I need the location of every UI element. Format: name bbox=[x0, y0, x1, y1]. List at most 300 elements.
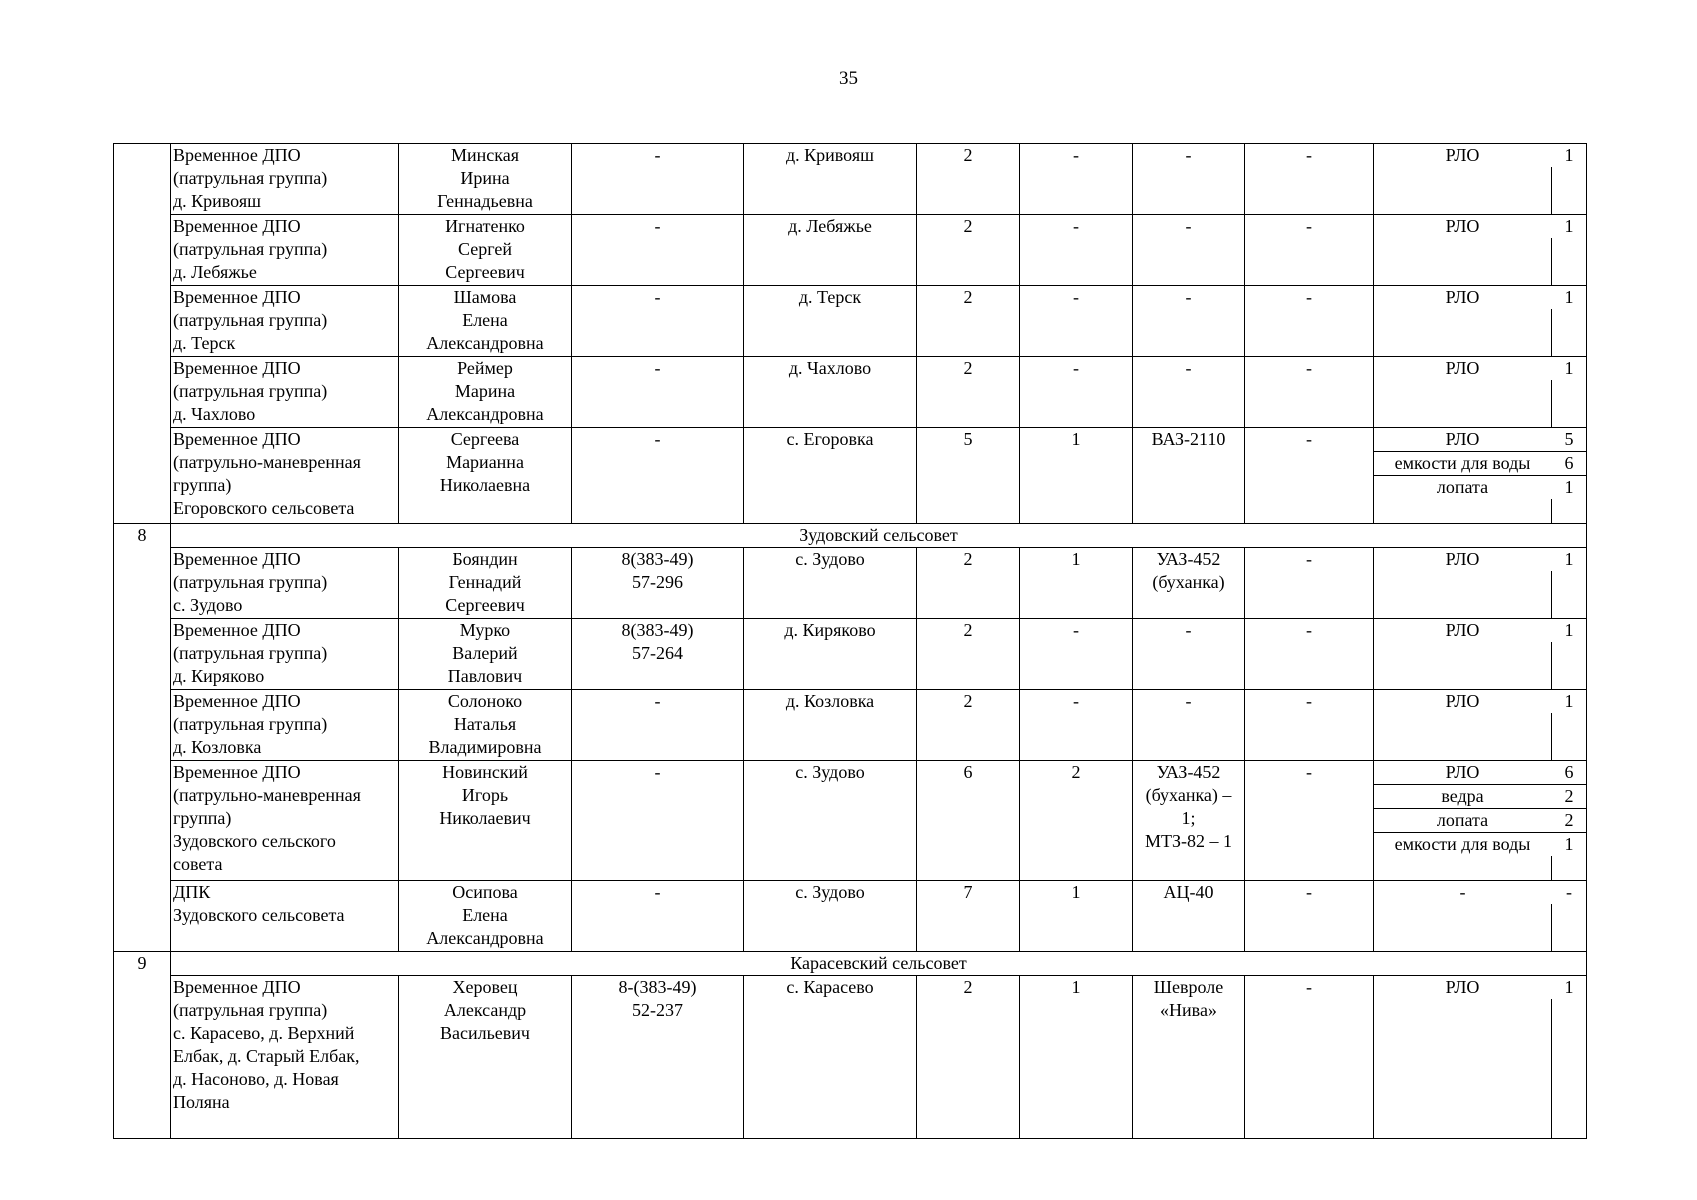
equipment-filler-cell bbox=[1551, 999, 1587, 1138]
equipment-item: РЛО bbox=[1445, 145, 1480, 165]
unit-name bbox=[171, 548, 399, 619]
equipment-item: емкости для воды bbox=[1394, 834, 1531, 854]
phone-line: - bbox=[654, 216, 661, 236]
equipment-filler bbox=[1374, 167, 1587, 214]
vehicle-count bbox=[1020, 215, 1133, 286]
column-8-text: - bbox=[1306, 358, 1312, 378]
equipment-items bbox=[1374, 215, 1587, 286]
vehicle-count-text: 1 bbox=[1071, 549, 1081, 569]
equipment-filler-cell bbox=[1551, 309, 1587, 356]
phone-line: 52-237 bbox=[632, 1000, 683, 1020]
equipment-item: РЛО bbox=[1445, 358, 1480, 378]
vehicle-model bbox=[1133, 976, 1245, 1139]
equipment-item: РЛО bbox=[1445, 287, 1480, 307]
equipment-row bbox=[1374, 144, 1587, 167]
person-name-line: Реймер bbox=[457, 358, 513, 378]
location bbox=[744, 357, 917, 428]
person-name-line: Геннадий bbox=[448, 572, 522, 592]
unit-name-line: Егоровского сельсовета bbox=[173, 498, 355, 518]
equipment-table bbox=[1374, 428, 1587, 523]
person-name-line: Александровна bbox=[426, 404, 544, 424]
equipment-qty: 1 bbox=[1564, 620, 1574, 640]
page-number: 35 bbox=[839, 68, 858, 89]
phone-line: 57-264 bbox=[632, 643, 683, 663]
location bbox=[744, 428, 917, 524]
person-name bbox=[399, 881, 572, 952]
table-row bbox=[114, 761, 1587, 881]
equipment-qty: 2 bbox=[1551, 785, 1587, 809]
equipment-filler-cell bbox=[1374, 713, 1551, 760]
equipment-items bbox=[1374, 761, 1587, 881]
phone bbox=[572, 761, 744, 881]
person-name bbox=[399, 976, 572, 1139]
unit-name bbox=[171, 286, 399, 357]
phone bbox=[572, 976, 744, 1139]
people-count-text: 2 bbox=[963, 145, 973, 165]
registry-table bbox=[113, 143, 1587, 1139]
unit-name bbox=[171, 144, 399, 215]
person-name-line: Марина bbox=[454, 381, 516, 401]
vehicle-model-line: - bbox=[1185, 216, 1192, 236]
person-name bbox=[399, 428, 572, 524]
column-8-text: - bbox=[1306, 145, 1312, 165]
equipment-filler-cell bbox=[1374, 999, 1551, 1138]
equipment-qty: 1 bbox=[1564, 549, 1574, 569]
table-row bbox=[114, 215, 1587, 286]
equipment-filler-cell bbox=[1551, 713, 1587, 760]
table-row bbox=[114, 976, 1587, 1139]
unit-name bbox=[171, 215, 399, 286]
section-title-text: Зудовский сельсовет bbox=[799, 525, 958, 545]
equipment-filler-cell bbox=[1374, 238, 1551, 285]
vehicle-model-line: 1; bbox=[1181, 808, 1196, 828]
unit-name-line: (патрульно-маневренная bbox=[173, 452, 361, 472]
equipment-row bbox=[1374, 833, 1587, 857]
location-text: д. Терск bbox=[798, 287, 862, 307]
person-name-line: Валерий bbox=[452, 643, 518, 663]
equipment-item: РЛО bbox=[1445, 691, 1480, 711]
people-count-text: 2 bbox=[963, 287, 973, 307]
person-name-line: Ирина bbox=[460, 168, 510, 188]
section-title-text: Карасевский сельсовет bbox=[790, 953, 967, 973]
person-name-line: Елена bbox=[462, 310, 508, 330]
person-name-line: Николаевна bbox=[439, 475, 531, 495]
unit-name-line: Временное ДПО bbox=[173, 762, 301, 782]
unit-name-line: (патрульная группа) bbox=[173, 714, 328, 734]
person-name-line: Елена bbox=[462, 905, 508, 925]
column-8-text: - bbox=[1306, 549, 1312, 569]
equipment-item: - bbox=[1459, 882, 1466, 902]
equipment-row bbox=[1374, 881, 1587, 904]
unit-name-line: д. Чахлово bbox=[173, 404, 256, 424]
vehicle-count bbox=[1020, 428, 1133, 524]
phone bbox=[572, 286, 744, 357]
person-name-line: Павлович bbox=[447, 666, 523, 686]
location-text: с. Зудово bbox=[795, 882, 865, 902]
unit-name-line: с. Зудово bbox=[173, 595, 243, 615]
unit-name-line: д. Лебяжье bbox=[173, 262, 257, 282]
equipment-item: РЛО bbox=[1445, 549, 1480, 569]
person-name-line: Бояндин bbox=[452, 549, 518, 569]
equipment-items bbox=[1374, 619, 1587, 690]
equipment-table bbox=[1374, 619, 1587, 689]
vehicle-model bbox=[1133, 144, 1245, 215]
section-number bbox=[114, 952, 171, 1139]
person-name bbox=[399, 357, 572, 428]
unit-name-line: Временное ДПО bbox=[173, 287, 301, 307]
person-name-line: Минская bbox=[450, 145, 519, 165]
unit-name bbox=[171, 428, 399, 524]
person-name-line: Николаевич bbox=[439, 808, 531, 828]
equipment-item: лопата bbox=[1436, 477, 1489, 497]
section-number-text: 9 bbox=[137, 953, 147, 973]
equipment-filler bbox=[1374, 380, 1587, 427]
location-text: д. Кривояш bbox=[786, 145, 874, 165]
person-name-line: Игорь bbox=[461, 785, 509, 805]
table-row bbox=[114, 548, 1587, 619]
equipment-filler-cell bbox=[1551, 380, 1587, 427]
unit-name-line: Поляна bbox=[173, 1092, 230, 1112]
people-count-text: 2 bbox=[963, 977, 973, 997]
vehicle-count bbox=[1020, 881, 1133, 952]
vehicle-count bbox=[1020, 619, 1133, 690]
equipment-table bbox=[1374, 690, 1587, 760]
vehicle-model-line: Шевроле bbox=[1153, 977, 1224, 997]
equipment-filler-cell bbox=[1374, 571, 1551, 618]
vehicle-model bbox=[1133, 548, 1245, 619]
vehicle-model bbox=[1133, 215, 1245, 286]
person-name bbox=[399, 215, 572, 286]
unit-name-line: совета bbox=[173, 854, 223, 874]
equipment-filler bbox=[1374, 856, 1587, 880]
location-text: с. Карасево bbox=[786, 977, 874, 997]
vehicle-count bbox=[1020, 144, 1133, 215]
column-8 bbox=[1245, 428, 1374, 524]
equipment-item: лопата bbox=[1374, 809, 1551, 833]
unit-name-line: Зудовского сельсовета bbox=[173, 905, 345, 925]
person-name-line: Наталья bbox=[453, 714, 517, 734]
equipment-table bbox=[1374, 215, 1587, 285]
unit-name bbox=[171, 619, 399, 690]
vehicle-model-line: ВАЗ-2110 bbox=[1151, 429, 1226, 449]
unit-name bbox=[171, 357, 399, 428]
equipment-item: РЛО bbox=[1445, 620, 1480, 640]
equipment-row bbox=[1374, 809, 1587, 833]
location bbox=[744, 215, 917, 286]
vehicle-model bbox=[1133, 690, 1245, 761]
unit-name-line: Временное ДПО bbox=[173, 977, 301, 997]
equipment-qty: 1 bbox=[1564, 691, 1574, 711]
person-name bbox=[399, 690, 572, 761]
equipment-row bbox=[1374, 286, 1587, 309]
person-name-line: Владимировна bbox=[428, 737, 542, 757]
equipment-filler-cell bbox=[1374, 309, 1551, 356]
equipment-filler bbox=[1374, 309, 1587, 356]
equipment-qty: - bbox=[1566, 882, 1572, 902]
person-name-line: Сергеевич bbox=[445, 262, 525, 282]
person-name-line: Васильевич bbox=[440, 1023, 530, 1043]
unit-name-line: Зудовского сельского bbox=[173, 831, 336, 851]
equipment-filler bbox=[1374, 499, 1587, 523]
person-name-line: Сергеева bbox=[450, 429, 520, 449]
unit-name-line: ДПК bbox=[173, 882, 211, 902]
equipment-row bbox=[1374, 548, 1587, 571]
phone-line: 8(383-49) bbox=[621, 549, 694, 569]
people-count-text: 2 bbox=[963, 691, 973, 711]
location-text: с. Зудово bbox=[795, 762, 865, 782]
vehicle-model-line: - bbox=[1185, 358, 1192, 378]
equipment-row bbox=[1374, 785, 1587, 809]
column-8-text: - bbox=[1306, 620, 1312, 640]
equipment-item: емкости для воды bbox=[1374, 452, 1551, 476]
equipment-filler-cell bbox=[1551, 856, 1587, 880]
equipment-items bbox=[1374, 976, 1587, 1139]
person-name-line: Мурко bbox=[459, 620, 511, 640]
equipment-row bbox=[1374, 976, 1587, 999]
unit-name-line: (патрульная группа) bbox=[173, 572, 328, 592]
vehicle-model-line: - bbox=[1185, 145, 1192, 165]
equipment-item: РЛО bbox=[1445, 977, 1480, 997]
unit-name-line: (патрульная группа) bbox=[173, 239, 328, 259]
equipment-items bbox=[1374, 144, 1587, 215]
unit-name-line: Временное ДПО bbox=[173, 216, 301, 236]
person-name bbox=[399, 286, 572, 357]
equipment-item: РЛО bbox=[1445, 216, 1480, 236]
vehicle-count-text: - bbox=[1073, 145, 1079, 165]
vehicle-count-text: - bbox=[1073, 287, 1079, 307]
vehicle-model bbox=[1133, 357, 1245, 428]
vehicle-count bbox=[1020, 548, 1133, 619]
table-row bbox=[114, 357, 1587, 428]
unit-name-line: Временное ДПО bbox=[173, 429, 301, 449]
unit-name bbox=[171, 761, 399, 881]
group-number-cell bbox=[114, 144, 171, 524]
equipment-row bbox=[1374, 215, 1587, 238]
vehicle-count-text: - bbox=[1073, 620, 1079, 640]
person-name-line: Шамова bbox=[453, 287, 517, 307]
unit-name-line: Временное ДПО bbox=[173, 145, 301, 165]
person-name bbox=[399, 619, 572, 690]
equipment-filler-cell bbox=[1551, 499, 1587, 523]
person-name-line: Сергеевич bbox=[445, 595, 525, 615]
equipment-item: РЛО bbox=[1374, 428, 1551, 452]
equipment-qty: 1 bbox=[1564, 977, 1574, 997]
unit-name-line: (патрульно-маневренная bbox=[173, 785, 361, 805]
phone-line: - bbox=[654, 762, 661, 782]
equipment-filler-cell bbox=[1374, 499, 1551, 523]
location-text: д. Чахлово bbox=[788, 358, 872, 378]
equipment-filler-cell bbox=[1374, 904, 1551, 951]
phone-line: - bbox=[654, 429, 661, 449]
person-name-line: Марианна bbox=[446, 452, 524, 472]
equipment-row bbox=[1374, 761, 1587, 785]
person-name bbox=[399, 144, 572, 215]
vehicle-model bbox=[1133, 619, 1245, 690]
equipment-qty: 1 bbox=[1564, 834, 1574, 854]
vehicle-model-line: - bbox=[1185, 620, 1192, 640]
unit-name-line: Временное ДПО bbox=[173, 549, 301, 569]
equipment-qty: 1 bbox=[1564, 216, 1574, 236]
vehicle-model-line: - bbox=[1185, 287, 1192, 307]
column-8-text: - bbox=[1306, 216, 1312, 236]
equipment-table bbox=[1374, 976, 1587, 1138]
equipment-qty: 1 bbox=[1564, 287, 1574, 307]
equipment-qty: 5 bbox=[1551, 428, 1587, 452]
location bbox=[744, 619, 917, 690]
vehicle-model bbox=[1133, 881, 1245, 952]
person-name-line: Солоноко bbox=[447, 691, 523, 711]
section-number-text: 8 bbox=[137, 525, 147, 545]
table-row bbox=[114, 881, 1587, 952]
equipment-items bbox=[1374, 881, 1587, 952]
vehicle-model-line: УАЗ-452 bbox=[1156, 549, 1221, 569]
person-name-line: Херовец bbox=[452, 977, 518, 997]
unit-name-line: (патрульная группа) bbox=[173, 381, 328, 401]
phone-line: - bbox=[654, 145, 661, 165]
phone bbox=[572, 428, 744, 524]
column-8 bbox=[1245, 286, 1374, 357]
equipment-qty: 1 bbox=[1564, 358, 1574, 378]
equipment-filler-cell bbox=[1551, 571, 1587, 618]
people-count-text: 6 bbox=[963, 762, 973, 782]
person-name-line: Сергей bbox=[458, 239, 512, 259]
unit-name bbox=[171, 976, 399, 1139]
unit-name-line: Временное ДПО bbox=[173, 358, 301, 378]
equipment-filler-cell bbox=[1374, 856, 1551, 880]
people-count-text: 2 bbox=[963, 216, 973, 236]
person-name-line: Геннадьевна bbox=[437, 191, 533, 211]
equipment-filler-cell bbox=[1374, 380, 1551, 427]
equipment-table bbox=[1374, 286, 1587, 356]
unit-name-line: группа) bbox=[173, 808, 232, 828]
table-row bbox=[114, 690, 1587, 761]
column-8 bbox=[1245, 881, 1374, 952]
unit-name-line: Временное ДПО bbox=[173, 691, 301, 711]
unit-name-line: д. Кривояш bbox=[173, 191, 261, 211]
column-8 bbox=[1245, 357, 1374, 428]
phone bbox=[572, 144, 744, 215]
column-8 bbox=[1245, 976, 1374, 1139]
unit-name-line: (патрульная группа) bbox=[173, 310, 328, 330]
column-8 bbox=[1245, 144, 1374, 215]
equipment-item: ведра bbox=[1374, 785, 1551, 809]
people-count bbox=[917, 976, 1020, 1139]
column-8 bbox=[1245, 215, 1374, 286]
phone-line: - bbox=[654, 882, 661, 902]
table-row bbox=[114, 619, 1587, 690]
section-row bbox=[114, 952, 1587, 976]
unit-name-line: группа) bbox=[173, 475, 232, 495]
location-text: д. Киряково bbox=[784, 620, 876, 640]
vehicle-model-line: УАЗ-452 bbox=[1156, 762, 1221, 782]
vehicle-model bbox=[1133, 428, 1245, 524]
equipment-table bbox=[1374, 548, 1587, 618]
equipment-qty: 1 bbox=[1564, 145, 1574, 165]
people-count-text: 5 bbox=[963, 429, 973, 449]
vehicle-count-text: - bbox=[1073, 691, 1079, 711]
phone-line: 8(383-49) bbox=[621, 620, 694, 640]
people-count bbox=[917, 761, 1020, 881]
people-count-text: 2 bbox=[963, 620, 973, 640]
equipment-row bbox=[1374, 619, 1587, 642]
phone bbox=[572, 619, 744, 690]
phone bbox=[572, 881, 744, 952]
person-name-line: Новинский bbox=[442, 762, 528, 782]
unit-name-line: Елбак, д. Старый Елбак, bbox=[173, 1046, 360, 1066]
equipment-filler bbox=[1374, 999, 1587, 1138]
person-name-line: Александровна bbox=[426, 928, 544, 948]
phone-line: - bbox=[654, 358, 661, 378]
person-name bbox=[399, 761, 572, 881]
location-text: с. Зудово bbox=[795, 549, 865, 569]
equipment-filler-cell bbox=[1551, 904, 1587, 951]
equipment-filler-cell bbox=[1551, 167, 1587, 214]
equipment-qty: 6 bbox=[1551, 452, 1587, 476]
people-count bbox=[917, 619, 1020, 690]
people-count bbox=[917, 286, 1020, 357]
vehicle-count bbox=[1020, 976, 1133, 1139]
equipment-item: РЛО bbox=[1374, 761, 1551, 785]
people-count bbox=[917, 548, 1020, 619]
location-text: с. Егоровка bbox=[786, 429, 874, 449]
equipment-qty: 1 bbox=[1564, 477, 1574, 497]
vehicle-count-text: 2 bbox=[1071, 762, 1081, 782]
location bbox=[744, 144, 917, 215]
column-8-text: - bbox=[1306, 882, 1312, 902]
column-8 bbox=[1245, 619, 1374, 690]
location bbox=[744, 286, 917, 357]
equipment-row bbox=[1374, 428, 1587, 452]
people-count-text: 2 bbox=[963, 358, 973, 378]
vehicle-model-line: - bbox=[1185, 691, 1192, 711]
equipment-table bbox=[1374, 881, 1587, 951]
section-row bbox=[114, 524, 1587, 548]
equipment-qty: 2 bbox=[1551, 809, 1587, 833]
equipment-items bbox=[1374, 286, 1587, 357]
vehicle-model-line: АЦ-40 bbox=[1163, 882, 1214, 902]
equipment-items bbox=[1374, 357, 1587, 428]
column-8-text: - bbox=[1306, 691, 1312, 711]
unit-name-line: д. Насоново, д. Новая bbox=[173, 1069, 339, 1089]
vehicle-model bbox=[1133, 761, 1245, 881]
equipment-filler-cell bbox=[1374, 642, 1551, 689]
column-8-text: - bbox=[1306, 762, 1312, 782]
phone-line: - bbox=[654, 691, 661, 711]
equipment-filler bbox=[1374, 571, 1587, 618]
people-count bbox=[917, 215, 1020, 286]
people-count bbox=[917, 690, 1020, 761]
vehicle-count-text: 1 bbox=[1071, 429, 1081, 449]
equipment-items bbox=[1374, 428, 1587, 524]
person-name-line: Игнатенко bbox=[445, 216, 525, 236]
phone bbox=[572, 690, 744, 761]
location bbox=[744, 761, 917, 881]
unit-name-line: (патрульная группа) bbox=[173, 643, 328, 663]
phone bbox=[572, 215, 744, 286]
vehicle-model-line: (буханка) bbox=[1152, 572, 1225, 592]
person-name bbox=[399, 548, 572, 619]
column-8-text: - bbox=[1306, 977, 1312, 997]
vehicle-model-line: (буханка) – bbox=[1145, 785, 1232, 805]
person-name-line: Осипова bbox=[452, 882, 518, 902]
equipment-filler bbox=[1374, 642, 1587, 689]
people-count-text: 7 bbox=[963, 882, 973, 902]
equipment-filler-cell bbox=[1374, 167, 1551, 214]
phone-line: 57-296 bbox=[632, 572, 683, 592]
people-count bbox=[917, 144, 1020, 215]
location bbox=[744, 690, 917, 761]
vehicle-count-text: - bbox=[1073, 216, 1079, 236]
